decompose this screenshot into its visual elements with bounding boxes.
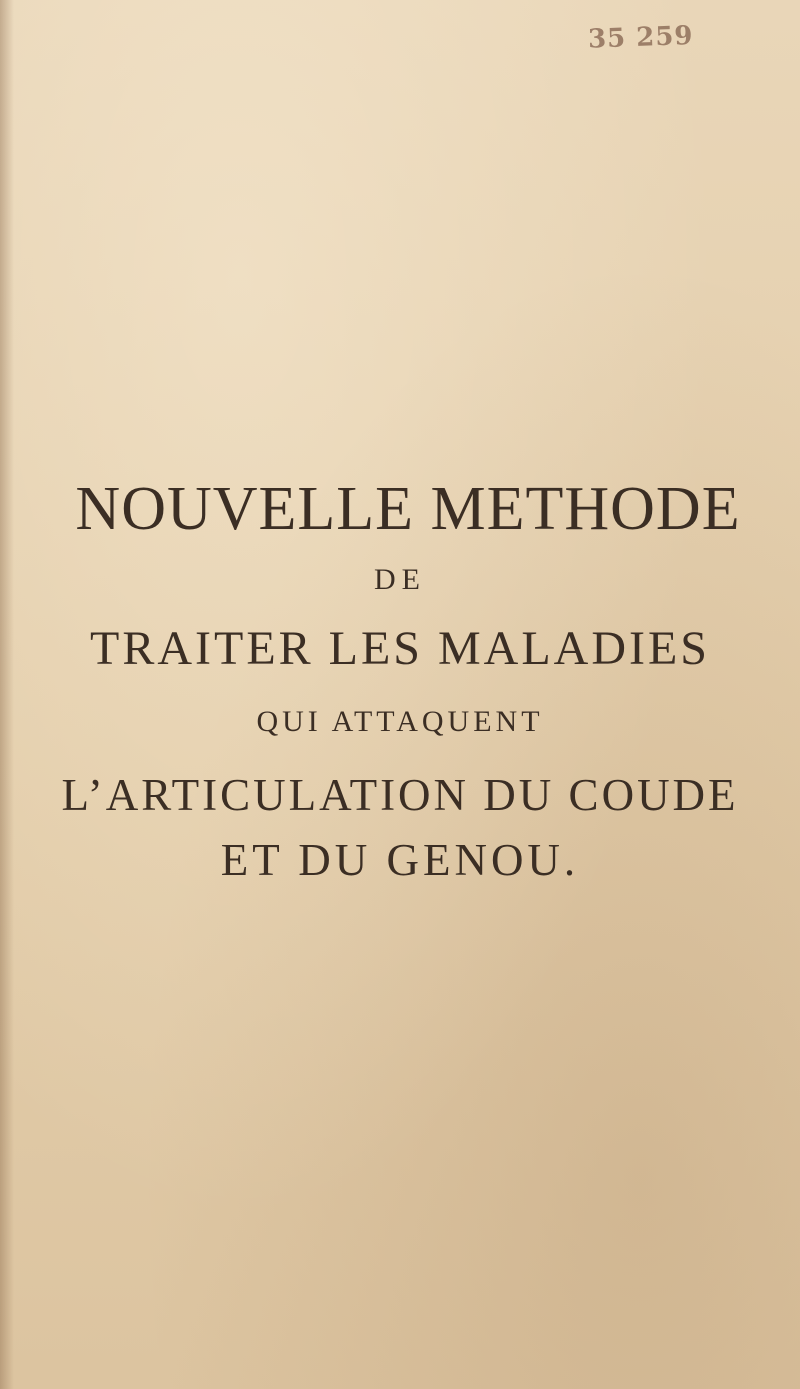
title-line-de: DE bbox=[374, 563, 426, 596]
title-line-articulation-du-coude: L’ARTICULATION DU COUDE bbox=[61, 770, 739, 820]
title-line-nouvelle-methode: NOUVELLE METHODE bbox=[75, 475, 741, 543]
title-block bbox=[0, 470, 800, 890]
title-line-qui-attaquent: QUI ATTAQUENT bbox=[256, 705, 544, 738]
library-shelfmark: 35 259 bbox=[587, 20, 695, 55]
title-line-et-du-genou: ET DU GENOU. bbox=[220, 835, 580, 885]
title-line-traiter-les-maladies: TRAITER LES MALADIES bbox=[90, 622, 710, 675]
